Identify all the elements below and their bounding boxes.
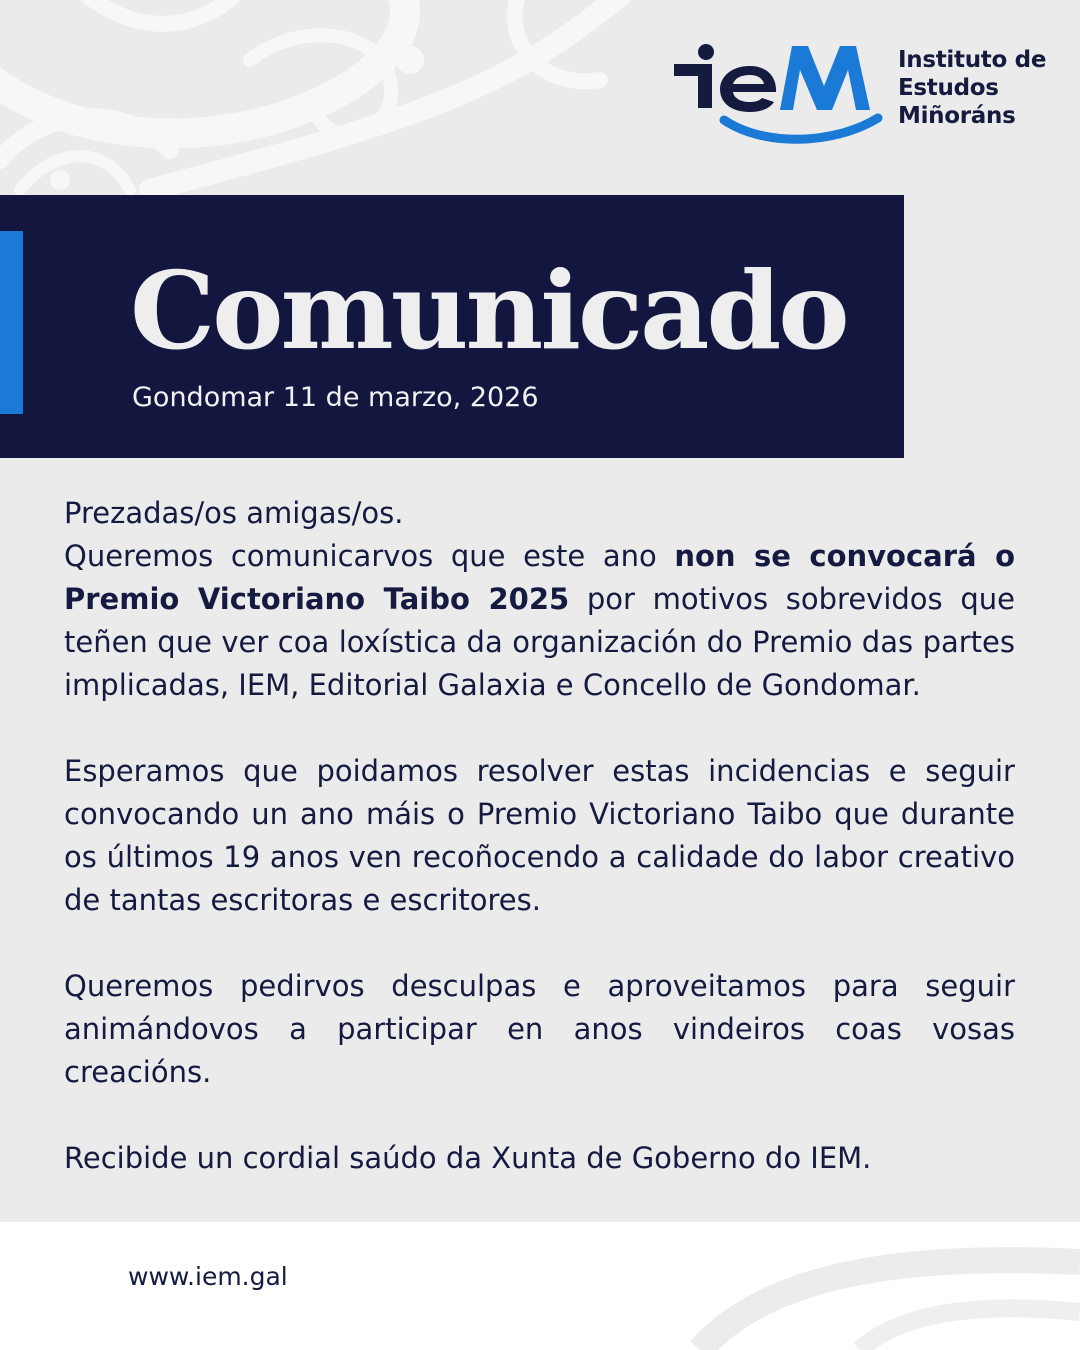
announcement-body bbox=[64, 492, 1015, 1180]
iem-logo[interactable] bbox=[672, 40, 1062, 155]
paragraph-1 bbox=[64, 535, 1015, 707]
institute-name-line: Estudos bbox=[898, 75, 999, 101]
paragraph-1-text: Queremos comunicarvos que este ano bbox=[64, 539, 675, 573]
website-link[interactable]: www.iem.gal bbox=[128, 1262, 288, 1291]
paragraph-2: Esperamos que poidamos resolver estas incidencias e seguir convocando un ano máis o Premio Victoriano Taibo que durante os últimos 19 anos ven recoñocendo a calidade do labor creativo de tantas escritoras e escritores. bbox=[64, 754, 1015, 917]
iem-logo-mark bbox=[672, 40, 884, 150]
institute-name-line: Miñoráns bbox=[898, 103, 1016, 129]
paragraph-3: Queremos pedirvos desculpas e aproveitamos para seguir animándovos a participar en anos vindeiros coas vosas creacións. bbox=[64, 969, 1015, 1089]
date-line: Gondomar 11 de marzo, 2026 bbox=[132, 382, 539, 413]
paragraph-1-text-end: por motivos sobrevidos que teñen que ver coa loxística da organización do Premio das partes implicadas, IEM, Editorial Galaxia e Concello de Gondomar. bbox=[64, 582, 1015, 702]
paragraph-1-highlight: non se convocará o Premio Victoriano Taibo 2025 bbox=[64, 539, 1015, 616]
institute-name-line: Instituto de bbox=[898, 47, 1047, 73]
greeting: Prezadas/os amigas/os. bbox=[64, 496, 404, 530]
banner-accent-bar bbox=[0, 231, 23, 414]
closing: Recibide un cordial saúdo da Xunta de Goberno do IEM. bbox=[64, 1141, 872, 1175]
institute-name bbox=[898, 46, 1046, 130]
page-title: Comunicado bbox=[130, 249, 847, 374]
title-banner bbox=[0, 195, 904, 458]
